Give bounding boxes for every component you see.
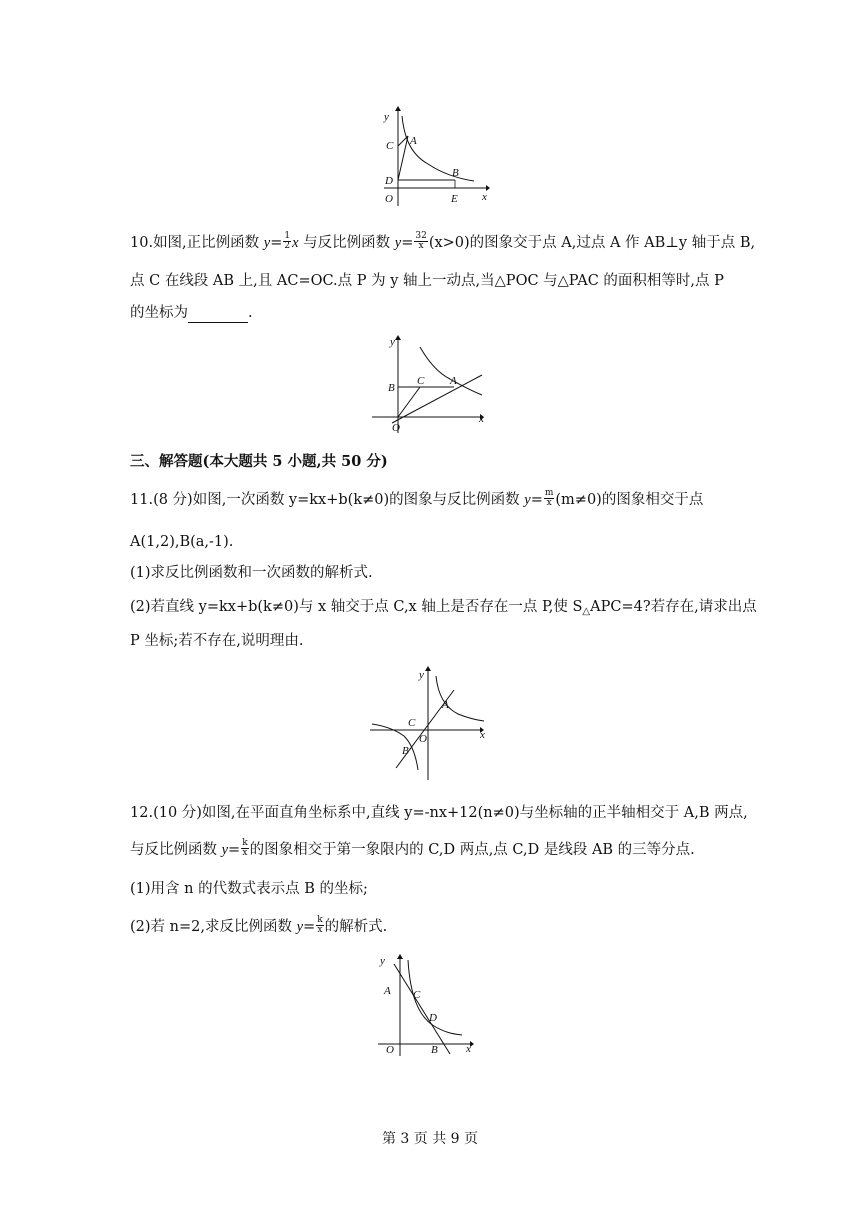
q10-number: 10. — [130, 235, 154, 251]
q12-line2: 与反比例函数 y= $\frac{k}{x}$ 的图象相交于第一象限内的 C,D 两点,点 C,D 是线段 AB 的三等分点. — [130, 837, 695, 858]
section-3-heading: 三、解答题(本大题共 5 小题,共 50 分) — [130, 453, 388, 470]
figure-q10 — [368, 333, 492, 437]
q11-line1: 11.(8 分)如图,一次函数 y=kx+b(k≠0)的图象与反比例函数 y= $\frac{m}{x}$ (m≠0)的图象相交于点 — [130, 487, 704, 508]
figure-q12 — [374, 950, 486, 1060]
fig10-label-b: B — [388, 382, 395, 394]
q10-line3: 的坐标为 . — [130, 305, 253, 321]
fig12-label-o: O — [386, 1044, 394, 1056]
fig12-label-d: D — [429, 1012, 437, 1024]
q10-fraction-1: $\frac{1}{2}$ — [284, 230, 291, 251]
fig11-label-x: x — [480, 729, 485, 741]
q11-part2-cont: P 坐标;若不存在,说明理由. — [130, 633, 304, 649]
fig10-label-y: y — [390, 336, 395, 348]
q10-line1: 10.如图,正比例函数 y= $\frac{1}{2}$ x 与反比例函数 y= $\frac{32}{x}$ (x>0)的图象交于点 A,过点 A 作 AB⊥y 轴于点 B, — [130, 230, 756, 251]
q12-number: 12. — [130, 805, 154, 821]
fig9-label-d: D — [385, 175, 393, 187]
q12-fraction-2: $\frac{k}{x}$ — [317, 914, 323, 935]
fig12-label-b: B — [431, 1044, 438, 1056]
figure-q11 — [366, 660, 494, 784]
fig9-label-a: A — [410, 135, 417, 147]
q11-part1: (1)求反比例函数和一次函数的解析式. — [130, 565, 373, 581]
fig11-label-o: O — [419, 733, 427, 745]
q10-line2: 点 C 在线段 AB 上,且 AC=OC.点 P 为 y 轴上一动点,当△POC 与△PAC 的面积相等时,点 P — [130, 273, 724, 289]
fig10-label-a: A — [450, 375, 457, 387]
fig9-label-o: O — [385, 193, 393, 205]
fig12-label-a: A — [384, 985, 391, 997]
q12-line1: 12.(10 分)如图,在平面直角坐标系中,直线 y=-nx+12(n≠0)与坐标轴的正半轴相交于 A,B 两点, — [130, 805, 748, 821]
fig11-label-a: A — [442, 699, 449, 711]
q11-fraction: $\frac{m}{x}$ — [544, 487, 554, 508]
fig9-label-b: B — [452, 167, 459, 179]
fig11-label-y: y — [419, 669, 424, 681]
fig9-label-c: C — [386, 140, 394, 152]
fig9-label-e: E — [451, 193, 458, 205]
fig9-label-y: y — [384, 111, 389, 123]
fig9-label-x: x — [482, 191, 487, 203]
fig10-label-c: C — [417, 375, 425, 387]
fig11-label-c: C — [408, 717, 416, 729]
fig10-label-o: O — [392, 422, 400, 434]
answer-blank[interactable] — [188, 308, 248, 323]
figure-q9 — [378, 106, 490, 208]
fig11-label-b: B — [402, 745, 409, 757]
q12-fraction-1: $\frac{k}{x}$ — [242, 837, 248, 858]
q11-number: 11. — [130, 492, 154, 508]
q11-line2: A(1,2),B(a,-1). — [130, 534, 234, 550]
q12-part1: (1)用含 n 的代数式表示点 B 的坐标; — [130, 881, 368, 897]
fig12-label-x: x — [466, 1043, 471, 1055]
q12-part2: (2)若 n=2,求反比例函数 y= $\frac{k}{x}$ 的解析式. — [130, 914, 388, 935]
q11-part2: (2)若直线 y=kx+b(k≠0)与 x 轴交于点 C,x 轴上是否存在一点 P,使 $S_\triangle APC=4$?若存在,请求出点 — [130, 599, 757, 617]
fig10-label-x: x — [479, 413, 484, 425]
fig12-label-c: C — [413, 989, 421, 1001]
fig12-label-y: y — [380, 955, 385, 967]
q10-fraction-2: $\frac{32}{x}$ — [415, 230, 427, 251]
page-footer: 第 3 页 共 9 页 — [381, 1131, 479, 1147]
